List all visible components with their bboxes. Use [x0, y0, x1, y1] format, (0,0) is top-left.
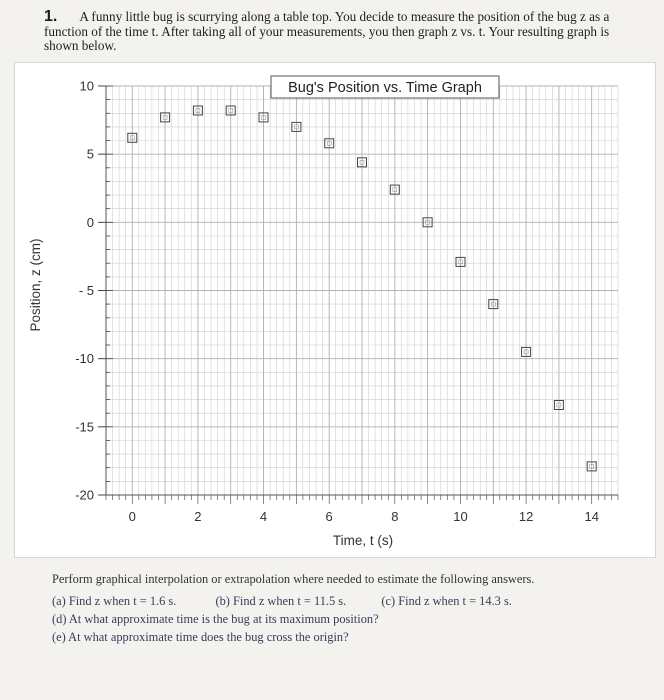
- questions-section: [52, 572, 642, 646]
- problem-statement: [44, 10, 644, 54]
- x-tick-label: 6: [325, 509, 333, 524]
- problem-number: 1.: [44, 8, 58, 25]
- x-tick-label: 8: [391, 509, 399, 524]
- chart-title: Bug's Position vs. Time Graph: [288, 80, 482, 96]
- y-tick-label: 5: [86, 146, 94, 162]
- x-tick-label: 12: [518, 509, 534, 524]
- y-tick-label: 0: [86, 214, 94, 230]
- y-tick-label: -20: [75, 487, 94, 503]
- x-tick-label: 2: [194, 509, 202, 524]
- y-tick-label: -10: [75, 351, 94, 367]
- y-tick-label: -15: [75, 419, 94, 435]
- x-tick-label: 4: [259, 509, 268, 524]
- problem-text: A funny little bug is scurrying along a table top. You decide to measure the position of the bug z as a function of the time t. After taking all of your measurements, you then graph z vs. t. Your resulting graph is shown below.: [44, 9, 610, 53]
- question-d: (d) At what approximate time is the bug at its maximum position?: [52, 612, 379, 626]
- x-tick-label: 10: [453, 509, 468, 524]
- questions-row-abc: [52, 592, 642, 610]
- question-a: (a) Find z when t = 1.6 s.: [52, 594, 177, 608]
- questions-intro: Perform graphical interpolation or extrapolation where needed to estimate the following answers.: [52, 572, 535, 586]
- y-axis-label: Position, z (cm): [28, 238, 43, 332]
- question-e: (e) At what approximate time does the bug cross the origin?: [52, 630, 349, 644]
- question-c: (c) Find z when t = 14.3 s.: [381, 594, 512, 608]
- y-tick-label: 10: [79, 78, 94, 94]
- x-tick-label: 0: [128, 509, 136, 524]
- figure-panel: [14, 62, 656, 558]
- x-tick-label: 14: [584, 509, 599, 524]
- y-tick-label: - 5: [78, 283, 94, 298]
- x-axis-label: Time, t (s): [332, 533, 394, 548]
- question-b: (b) Find z when t = 11.5 s.: [215, 594, 347, 608]
- position-time-chart: [15, 63, 655, 557]
